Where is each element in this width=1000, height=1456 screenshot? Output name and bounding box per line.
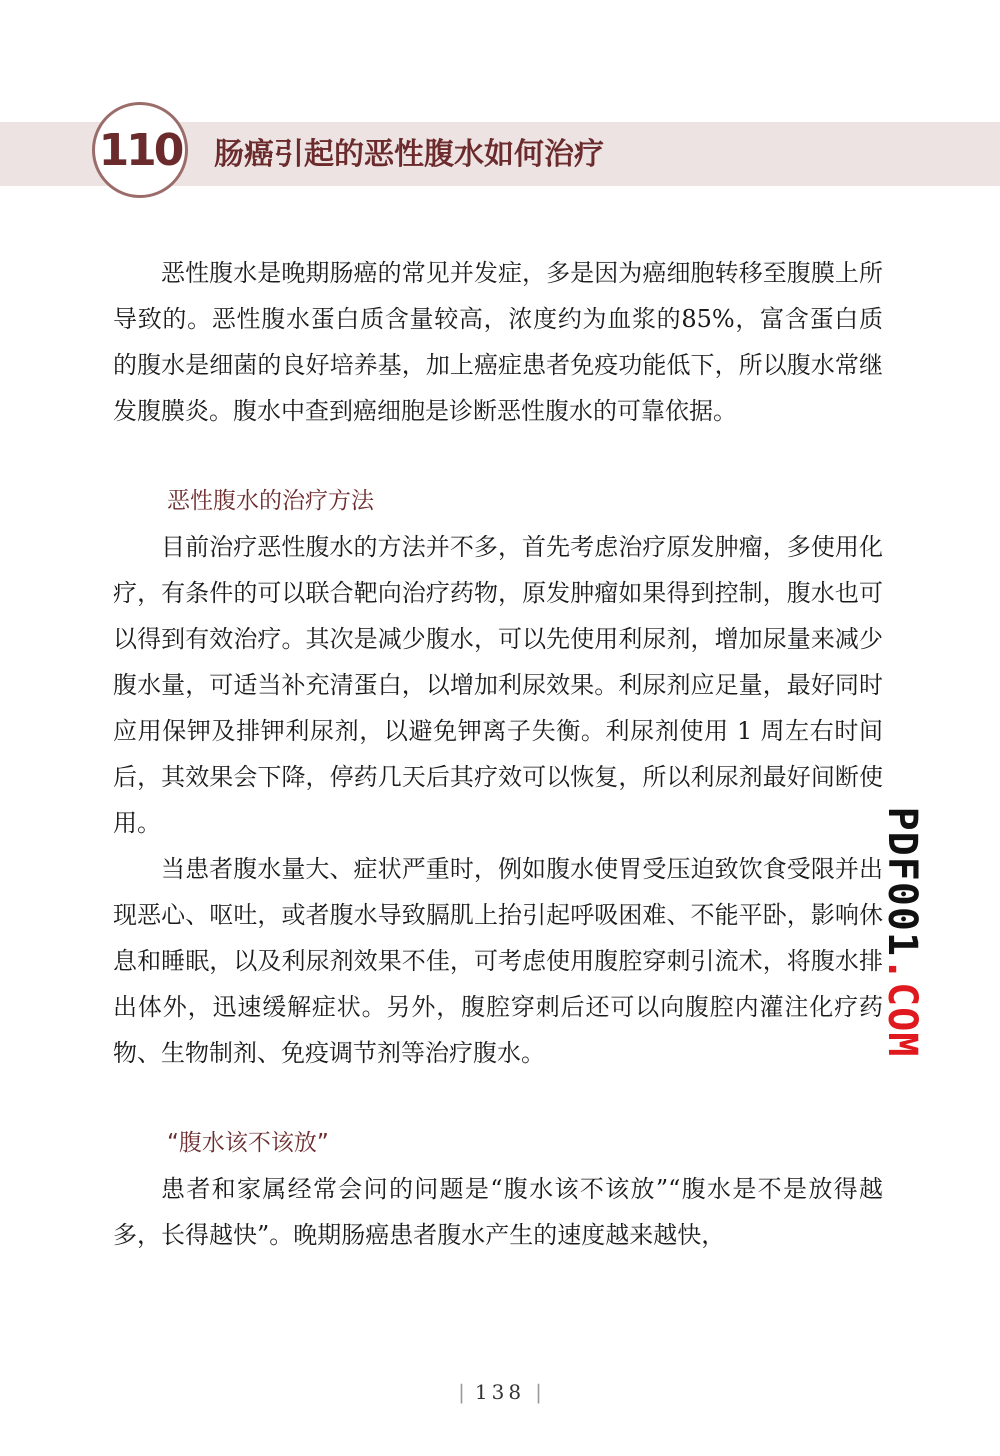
watermark-text-domain: .COM xyxy=(879,957,925,1058)
page-title: 肠癌引起的恶性腹水如何治疗 xyxy=(214,137,604,172)
watermark xyxy=(872,806,932,1058)
article-body xyxy=(113,250,883,1258)
drainage-paragraph-1: 患者和家属经常会问的问题是“腹水该不该放”“腹水是不是放得越多，长得越快”。晚期肠癌患者腹水产生的速度越来越快， xyxy=(113,1175,883,1249)
section-heading-drainage: “腹水该不该放” xyxy=(167,1130,329,1156)
page-number: 138 xyxy=(474,1380,526,1404)
intro-paragraph: 恶性腹水是晚期肠癌的常见并发症，多是因为癌细胞转移至腹膜上所导致的。恶性腹水蛋白质含量较高，浓度约为血浆的85%，富含蛋白质的腹水是细菌的良好培养基，加上癌症患者免疫功能低下，所以腹水常继发腹膜炎。腹水中查到癌细胞是诊断恶性腹水的可靠依据。 xyxy=(113,259,883,425)
page-number-footer xyxy=(0,1380,1000,1404)
section-heading-treatment: 恶性腹水的治疗方法 xyxy=(167,488,374,514)
treatment-paragraph-2: 当患者腹水量大、症状严重时，例如腹水使胃受压迫致饮食受限并出现恶心、呕吐，或者腹水导致膈肌上抬引起呼吸困难、不能平卧，影响休息和睡眠，以及利尿剂效果不佳，可考虑使用腹腔穿刺引流术，将腹水排出体外，迅速缓解症状。另外，腹腔穿刺后还可以向腹腔内灌注化疗药物、生物制剂、免疫调节剂等治疗腹水。 xyxy=(113,855,883,1067)
page-number-divider-left: | xyxy=(458,1380,465,1404)
section-number: 110 xyxy=(98,124,182,176)
section-number-badge xyxy=(92,102,188,198)
watermark-text-main: PDF001 xyxy=(879,806,925,958)
treatment-paragraph-1: 目前治疗恶性腹水的方法并不多，首先考虑治疗原发肿瘤，多使用化疗，有条件的可以联合靶向治疗药物，原发肿瘤如果得到控制，腹水也可以得到有效治疗。其次是减少腹水，可以先使用利尿剂，增加尿量来减少腹水量，可适当补充清蛋白，以增加利尿效果。利尿剂应足量，最好同时应用保钾及排钾利尿剂，以避免钾离子失衡。利尿剂使用 1 周左右时间后，其效果会下降，停药几天后其疗效可以恢复，所以利尿剂最好间断使用。 xyxy=(113,533,883,837)
page-number-divider-right: | xyxy=(535,1380,542,1404)
